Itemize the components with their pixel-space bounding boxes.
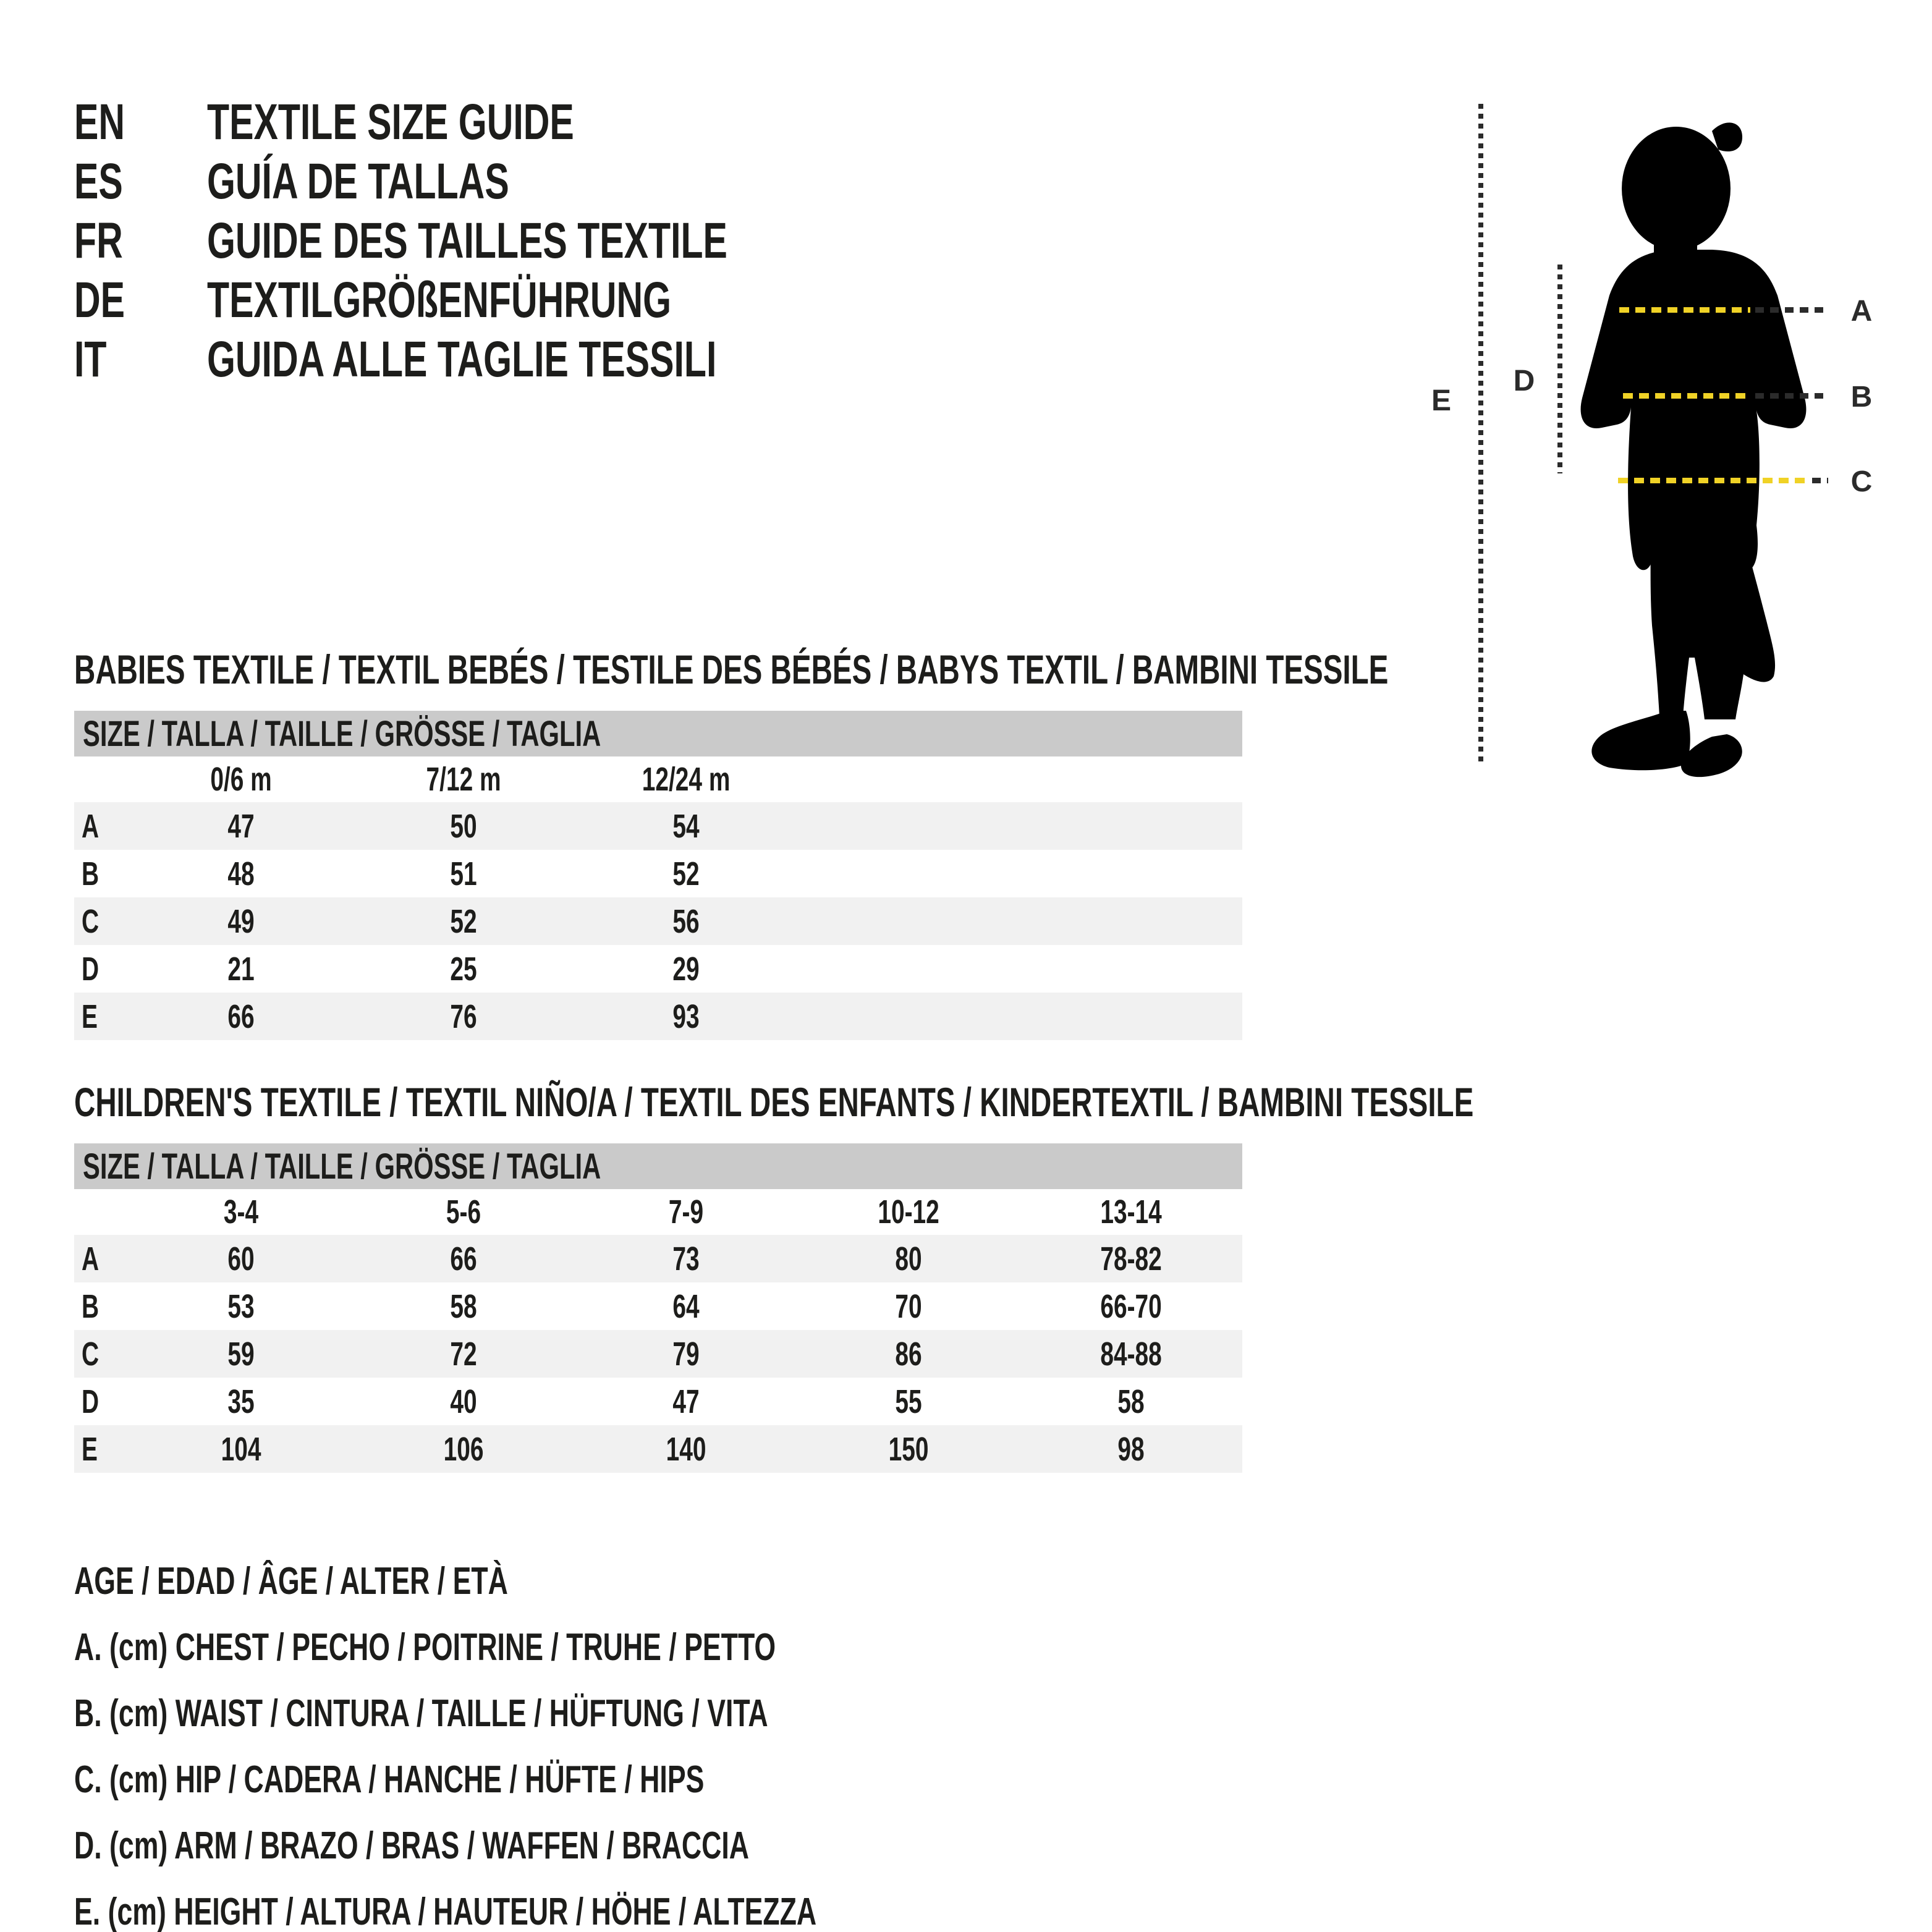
lang-row-it: [74, 330, 930, 389]
lang-code-de: DE: [74, 272, 125, 328]
page-title-fr: GUIDE DES TAILLES TEXTILE: [207, 213, 727, 269]
children-column-header-row: [74, 1189, 1242, 1235]
hip-line-dark-icon: [1812, 478, 1828, 483]
table-row: C 59 72 79 86 84-88: [74, 1330, 1242, 1378]
legend-height: E. (cm) HEIGHT / ALTURA / HAUTEUR / HÖHE / ALTEZZA: [74, 1891, 817, 1932]
children-col-0: 3-4: [223, 1193, 259, 1231]
babies-col-0: 0/6 m: [210, 761, 272, 798]
children-col-4: 13-14: [1100, 1193, 1162, 1231]
measure-label-d: D: [1513, 365, 1535, 397]
table-row: A 47 50 54: [74, 802, 1242, 850]
babies-col-1: 7/12 m: [426, 761, 501, 798]
babies-section-title: BABIES TEXTILE / TEXTIL BEBÉS / TESTILE DES BÉBÉS / BABYS TEXTIL / BAMBINI TESSILE: [74, 646, 1389, 692]
table-row: D 35 40 47 55 58: [82, 1383, 1145, 1420]
measure-label-c: C: [1850, 465, 1873, 498]
lang-row-es: [74, 152, 930, 211]
lang-code-es: ES: [74, 153, 123, 210]
table-row: A 60 66 73 80 78-82: [74, 1235, 1242, 1282]
waist-line-dark-icon: [1755, 393, 1828, 399]
language-title-list: [74, 93, 930, 389]
babies-size-table: [74, 756, 1242, 1040]
table-row: B 48 51 52: [82, 855, 700, 892]
lang-code-it: IT: [74, 331, 107, 388]
children-col-2: 7-9: [668, 1193, 704, 1231]
legend-hip: C. (cm) HIP / CADERA / HANCHE / HÜFTE / HIPS: [74, 1758, 705, 1801]
children-section-title: CHILDREN'S TEXTILE / TEXTIL NIÑO/A / TEXTIL DES ENFANTS / KINDERTEXTIL / BAMBINI TESSILE: [74, 1079, 1474, 1125]
legend-age: AGE / EDAD / ÂGE / ALTER / ETÀ: [74, 1560, 508, 1603]
lang-code-fr: FR: [74, 213, 123, 269]
legend-chest: A. (cm) CHEST / PECHO / POITRINE / TRUHE / PETTO: [74, 1626, 776, 1669]
measure-label-b: B: [1850, 381, 1873, 413]
children-col-1: 5-6: [446, 1193, 481, 1231]
table-row: E 104 106 140 150 98: [74, 1425, 1242, 1473]
lang-code-en: EN: [74, 94, 125, 150]
lang-row-fr: [74, 211, 930, 271]
page-title-es: GUÍA DE TALLAS: [207, 153, 509, 210]
chest-line-dark-icon: [1755, 307, 1828, 313]
measure-label-e: E: [1431, 384, 1451, 417]
legend-waist: B. (cm) WAIST / CINTURA / TAILLE / HÜFTUNG / VITA: [74, 1692, 768, 1735]
lang-row-de: [74, 271, 930, 330]
page-title-it: GUIDA ALLE TAGLIE TESSILI: [207, 331, 717, 388]
babies-col-2: 12/24 m: [642, 761, 731, 798]
hip-line-yellow-icon: [1618, 478, 1808, 483]
page-title-de: TEXTILGRÖßENFÜHRUNG: [207, 272, 672, 328]
measurement-legend: [74, 1548, 1105, 1932]
children-size-header-bar: SIZE / TALLA / TAILLE / GRÖSSE / TAGLIA: [74, 1143, 1242, 1189]
table-row: E 66 76 93: [74, 993, 1242, 1040]
children-col-3: 10-12: [878, 1193, 939, 1231]
waist-line-yellow-icon: [1623, 393, 1745, 399]
table-row: B 53 58 64 70 66-70: [82, 1287, 1162, 1325]
table-row: D 21 25 29: [82, 950, 700, 988]
lang-row-en: [74, 93, 930, 152]
measure-label-a: A: [1850, 295, 1873, 328]
legend-arm: D. (cm) ARM / BRAZO / BRAS / WAFFEN / BRACCIA: [74, 1824, 750, 1867]
page-title-en: TEXTILE SIZE GUIDE: [207, 94, 574, 150]
babies-column-header-row: [74, 756, 1242, 802]
babies-size-header-bar: SIZE / TALLA / TAILLE / GRÖSSE / TAGLIA: [74, 711, 1242, 756]
table-row: C 49 52 56: [74, 897, 1242, 945]
children-size-table: [74, 1189, 1242, 1473]
chest-line-yellow-icon: [1619, 307, 1750, 313]
